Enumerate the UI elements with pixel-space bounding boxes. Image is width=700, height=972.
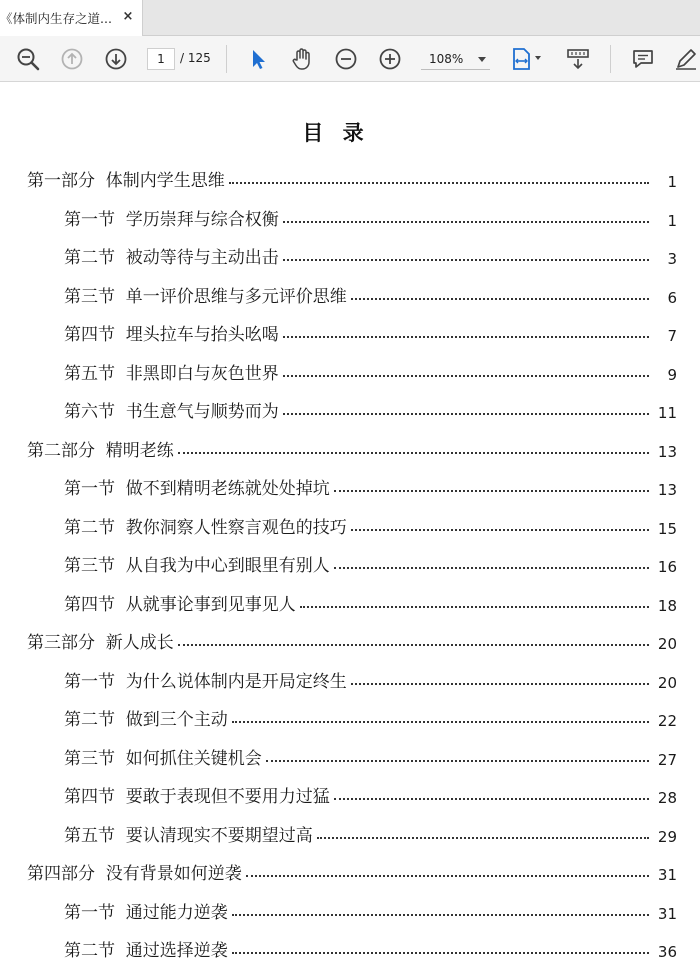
chevron-down-icon bbox=[478, 57, 486, 62]
toc-entry-page: 3 bbox=[667, 250, 677, 268]
toc-entry-label: 第一节 做不到精明老练就处处掉坑 bbox=[64, 479, 330, 499]
zoom-search-icon[interactable] bbox=[14, 45, 42, 73]
toc-entry-label: 第一节 通过能力逆袭 bbox=[64, 902, 228, 923]
toc-section-entry[interactable] bbox=[0, 548, 700, 576]
toc-dot-leader bbox=[351, 529, 649, 531]
toc-entry-page: 15 bbox=[657, 519, 677, 538]
toc-entry-page: 18 bbox=[657, 596, 677, 615]
toc-entry-label: 第六节 书生意气与顺势而为 bbox=[64, 402, 279, 422]
toc-entry-page: 27 bbox=[657, 750, 677, 769]
toc-dot-leader bbox=[334, 490, 649, 492]
toc-dot-leader bbox=[283, 375, 649, 377]
toc-entry-page: 29 bbox=[657, 827, 677, 846]
toc-dot-leader bbox=[351, 298, 649, 300]
document-tab[interactable] bbox=[0, 0, 143, 36]
toc-entry-label: 第四节 要敢于表现但不要用力过猛 bbox=[64, 787, 330, 807]
toc-entry-label: 第一部分 体制内学生思维 bbox=[27, 171, 225, 191]
toc-entry-page: 20 bbox=[657, 673, 677, 692]
toc-entry-page: 9 bbox=[667, 365, 677, 384]
comment-icon[interactable] bbox=[629, 45, 657, 73]
hand-icon[interactable] bbox=[288, 45, 316, 73]
toc-section-entry[interactable] bbox=[0, 471, 700, 499]
fit-page-icon[interactable] bbox=[508, 45, 548, 73]
toc-entry-page: 31 bbox=[657, 866, 677, 884]
toc-title: 目 录 bbox=[302, 120, 370, 145]
toc-section-entry[interactable] bbox=[0, 895, 700, 923]
scroll-mode-icon[interactable] bbox=[564, 45, 592, 73]
toc-entry-page: 7 bbox=[667, 327, 677, 345]
toc-entry-label: 第二节 教你洞察人性察言观色的技巧 bbox=[64, 517, 347, 538]
toc-entry-label: 第二节 被动等待与主动出击 bbox=[64, 248, 279, 268]
toc-entry-page: 1 bbox=[667, 211, 677, 230]
close-icon[interactable]: × bbox=[122, 9, 134, 24]
toc-dot-leader bbox=[232, 952, 649, 954]
toc-entry-label: 第五节 非黑即白与灰色世界 bbox=[64, 363, 279, 384]
toc-dot-leader bbox=[266, 760, 649, 762]
toc-dot-leader bbox=[178, 644, 649, 646]
zoom-value: 108% bbox=[429, 52, 464, 66]
toc-section-entry[interactable] bbox=[0, 279, 700, 307]
select-pointer-icon[interactable] bbox=[244, 45, 272, 73]
toc-entry-label: 第一节 学历崇拜与综合权衡 bbox=[64, 209, 279, 230]
toc-dot-leader bbox=[334, 567, 649, 569]
toc-dot-leader bbox=[317, 837, 649, 839]
zoom-select[interactable] bbox=[421, 48, 490, 70]
toc-dot-leader bbox=[283, 336, 649, 338]
toc-section-entry[interactable] bbox=[0, 741, 700, 769]
pen-icon[interactable] bbox=[672, 45, 700, 73]
toc-dot-leader bbox=[232, 914, 649, 916]
toc-entry-page: 28 bbox=[657, 789, 677, 807]
toc-part-entry[interactable] bbox=[0, 856, 700, 884]
toc-entry-page: 1 bbox=[667, 173, 677, 191]
toc-entry-label: 第四部分 没有背景如何逆袭 bbox=[27, 864, 242, 884]
toolbar-divider bbox=[226, 45, 227, 73]
arrow-up-icon[interactable] bbox=[58, 45, 86, 73]
toc-section-entry[interactable] bbox=[0, 818, 700, 846]
toc-entry-label: 第三节 如何抓住关键机会 bbox=[64, 748, 262, 769]
toc-entry-label: 第三节 从自我为中心到眼里有别人 bbox=[64, 556, 330, 576]
toc-section-entry[interactable] bbox=[0, 356, 700, 384]
toc-section-entry[interactable] bbox=[0, 317, 700, 345]
toc-entry-page: 13 bbox=[657, 481, 677, 499]
toc-entry-page: 22 bbox=[657, 712, 677, 730]
toc-dot-leader bbox=[300, 606, 649, 608]
toc-entry-page: 20 bbox=[657, 635, 677, 653]
toc-entry-label: 第四节 埋头拉车与抬头吆喝 bbox=[64, 325, 279, 345]
toc-dot-leader bbox=[229, 182, 649, 184]
toc-dot-leader bbox=[283, 221, 649, 223]
toc-entry-page: 16 bbox=[657, 558, 677, 576]
toc-dot-leader bbox=[283, 413, 649, 415]
toc-entry-page: 13 bbox=[657, 442, 677, 461]
toc-dot-leader bbox=[178, 452, 649, 454]
toc-section-entry[interactable] bbox=[0, 702, 700, 730]
arrow-down-icon[interactable] bbox=[102, 45, 130, 73]
toc-part-entry[interactable] bbox=[0, 163, 700, 191]
toc-section-entry[interactable] bbox=[0, 664, 700, 692]
toc-dot-leader bbox=[351, 683, 649, 685]
toc-section-entry[interactable] bbox=[0, 394, 700, 422]
tab-title: 《体制内生存之道... bbox=[0, 11, 112, 26]
toc-section-entry[interactable] bbox=[0, 510, 700, 538]
toc-part-entry[interactable] bbox=[0, 433, 700, 461]
toc-entry-page: 6 bbox=[667, 288, 677, 307]
toolbar bbox=[0, 36, 700, 82]
toc-entry-page: 36 bbox=[657, 943, 677, 961]
toc-section-entry[interactable] bbox=[0, 933, 700, 961]
toc-entry-label: 第二部分 精明老练 bbox=[27, 440, 174, 461]
toc-entry-label: 第一节 为什么说体制内是开局定终生 bbox=[64, 671, 347, 692]
toolbar-divider bbox=[610, 45, 611, 73]
page-total: / 125 bbox=[180, 51, 211, 65]
tab-bar bbox=[0, 0, 700, 36]
toc-entry-label: 第二节 做到三个主动 bbox=[64, 710, 228, 730]
document-page bbox=[0, 83, 700, 972]
toc-entry-label: 第四节 从就事论事到见事见人 bbox=[64, 594, 296, 615]
toc-entry-label: 第二节 通过选择逆袭 bbox=[64, 941, 228, 961]
toc-entry-page: 31 bbox=[657, 904, 677, 923]
toc-entry-label: 第三部分 新人成长 bbox=[27, 633, 174, 653]
toc-entry-label: 第三节 单一评价思维与多元评价思维 bbox=[64, 286, 347, 307]
toc-entry-page: 11 bbox=[657, 404, 677, 422]
toc-section-entry[interactable] bbox=[0, 587, 700, 615]
zoom-in-icon[interactable] bbox=[376, 45, 404, 73]
page-number-input[interactable]: 1 bbox=[147, 48, 175, 70]
toc-section-entry[interactable] bbox=[0, 240, 700, 268]
toc-entry-label: 第五节 要认清现实不要期望过高 bbox=[64, 825, 313, 846]
toc-dot-leader bbox=[232, 721, 649, 723]
toc-dot-leader bbox=[334, 798, 649, 800]
toc-dot-leader bbox=[246, 875, 649, 877]
toc-dot-leader bbox=[283, 259, 649, 261]
toc-section-entry[interactable] bbox=[0, 779, 700, 807]
toc-section-entry[interactable] bbox=[0, 202, 700, 230]
toc-part-entry[interactable] bbox=[0, 625, 700, 653]
zoom-out-icon[interactable] bbox=[332, 45, 360, 73]
